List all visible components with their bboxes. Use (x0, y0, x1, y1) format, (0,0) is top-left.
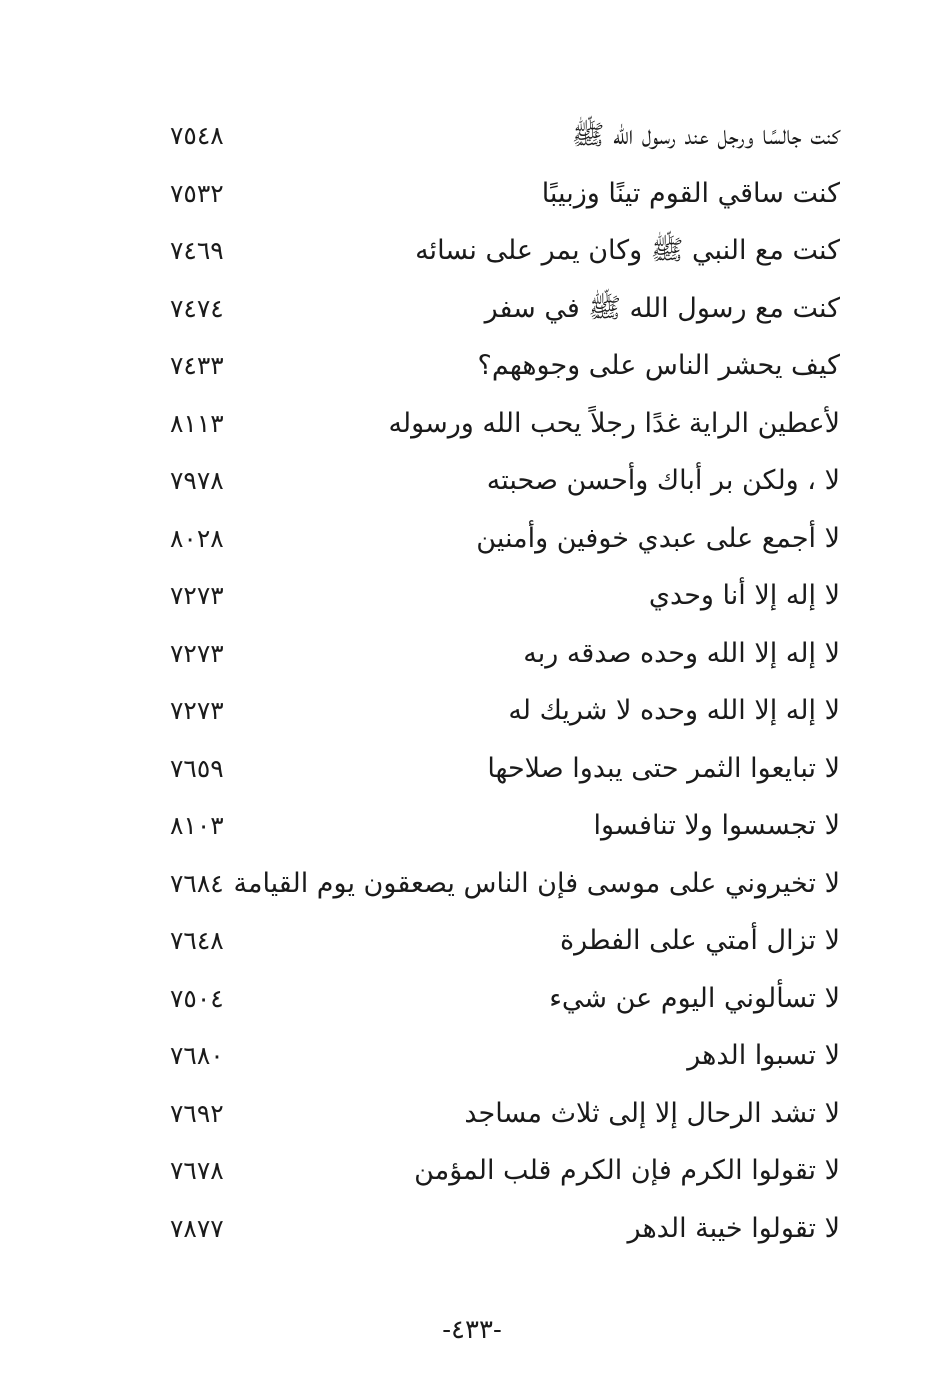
hadith-number: ٧٦٧٨ (170, 1156, 224, 1185)
index-entry (150, 743, 840, 801)
index-entry (150, 1088, 840, 1146)
index-entry (150, 513, 840, 571)
hadith-number: ٧٢٧٣ (170, 696, 224, 725)
hadith-number: ٧٥٠٤ (170, 983, 224, 1013)
hadith-text: لا تسألوني اليوم عن شيء (549, 982, 840, 1014)
index-entry (150, 570, 840, 628)
hadith-text: لا تخيروني على موسى فإن الناس يصعقون يوم القيامة (233, 867, 840, 899)
hadith-number: ٧٨٧٧ (170, 1213, 224, 1243)
hadith-number: ٧٦٤٨ (170, 926, 224, 955)
hadith-text: كنت مع النبي ﷺ وكان يمر على نسائه (415, 235, 840, 266)
hadith-text: لا إله إلا الله وحده صدقه ربه (523, 637, 840, 669)
hadith-text: لأعطين الراية غدًا رجلاً يحب الله ورسوله (388, 407, 840, 439)
hadith-text: كنت ساقي القوم تينًا وزبيبًا (541, 177, 840, 209)
hadith-text: كنت جالسًا ورجل عند رسول الله ﷺ (571, 120, 840, 151)
hadith-text: لا تقولوا خيبة الدهر (627, 1212, 840, 1244)
hadith-text: كنت مع رسول الله ﷺ في سفر (484, 292, 840, 324)
index-entry (150, 915, 840, 973)
index-entry (150, 800, 840, 858)
hadith-text: لا تزال أمتي على الفطرة (559, 925, 840, 956)
index-entry (150, 168, 840, 226)
hadith-number: ٧٩٧٨ (170, 466, 224, 495)
page-number: -٤٣٣- (442, 1315, 502, 1345)
index-entry (150, 858, 840, 916)
index-entry (150, 283, 840, 341)
index-entry (150, 973, 840, 1031)
index-entry (150, 1145, 840, 1203)
index-entry (150, 1203, 840, 1261)
hadith-number: ٧٤٦٩ (170, 236, 224, 265)
hadith-number: ٧٦٨٠ (170, 1041, 224, 1070)
hadith-number: ٧٥٣٢ (170, 178, 224, 208)
hadith-text: لا تشد الرحال إلا إلى ثلاث مساجد (464, 1097, 840, 1129)
hadith-number: ٧٢٧٣ (170, 581, 224, 610)
index-entry (150, 1030, 840, 1088)
hadith-text: كيف يحشر الناس على وجوههم؟ (477, 350, 840, 381)
hadith-number: ٧٢٧٣ (170, 638, 224, 668)
hadith-text: لا تجسسوا ولا تنافسوا (593, 810, 840, 841)
hadith-number: ٧٤٣٣ (170, 351, 224, 380)
index-entry (150, 225, 840, 283)
hadith-text: لا تبايعوا الثمر حتى يبدوا صلاحها (487, 752, 840, 784)
index-entry (150, 398, 840, 456)
hadith-text: لا تسبوا الدهر (687, 1040, 840, 1071)
hadith-number: ٧٤٧٤ (170, 293, 224, 323)
index-entry (150, 455, 840, 513)
hadith-index-list (150, 110, 840, 1260)
hadith-number: ٧٦٨٤ (170, 868, 224, 898)
hadith-text: لا إله إلا أنا وحدي (648, 580, 840, 611)
index-entry (150, 628, 840, 686)
hadith-text: لا إله إلا الله وحده لا شريك له (508, 695, 840, 726)
hadith-text: لا ، ولكن بر أباك وأحسن صحبته (486, 465, 840, 496)
hadith-number: ٨١١٣ (170, 408, 224, 438)
hadith-number: ٧٥٤٨ (170, 121, 224, 150)
hadith-text: لا أجمع على عبدي خوفين وأمنين (476, 522, 840, 554)
hadith-number: ٧٦٩٢ (170, 1098, 224, 1128)
hadith-number: ٨٠٢٨ (170, 523, 224, 553)
index-entry (150, 110, 840, 168)
index-entry (150, 340, 840, 398)
index-entry (150, 685, 840, 743)
hadith-number: ٨١٠٣ (170, 811, 224, 840)
hadith-number: ٧٦٥٩ (170, 753, 224, 783)
hadith-text: لا تقولوا الكرم فإن الكرم قلب المؤمن (414, 1155, 840, 1186)
